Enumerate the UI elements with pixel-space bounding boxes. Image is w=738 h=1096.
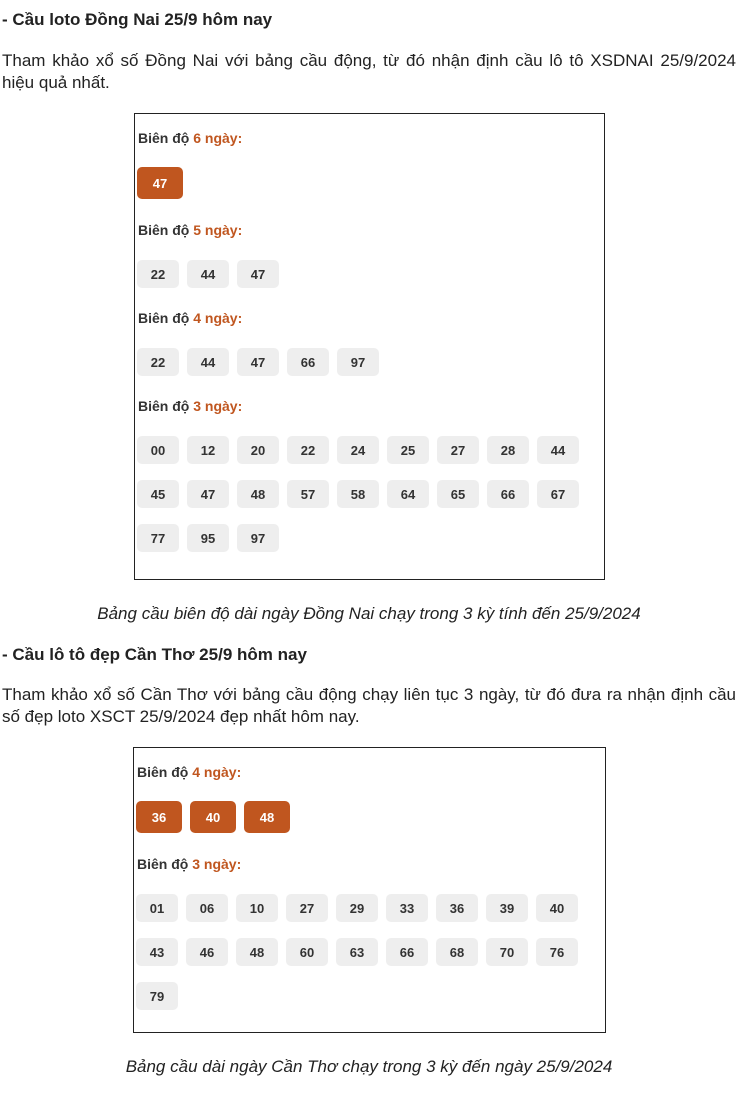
loto-number: 10 <box>236 894 278 922</box>
loto-number: 20 <box>237 436 279 464</box>
loto-number: 64 <box>387 480 429 508</box>
loto-number: 45 <box>137 480 179 508</box>
loto-number: 12 <box>187 436 229 464</box>
loto-number: 65 <box>437 480 479 508</box>
section-heading: - Cầu loto Đồng Nai 25/9 hôm nay <box>2 10 273 29</box>
loto-number: 29 <box>336 894 378 922</box>
loto-number: 22 <box>137 260 179 288</box>
loto-number: 60 <box>286 938 328 966</box>
loto-number: 57 <box>287 480 329 508</box>
loto-number: 25 <box>387 436 429 464</box>
loto-number: 33 <box>386 894 428 922</box>
section-intro: Tham khảo xổ số Cần Thơ với bảng cầu động chạy liên tục 3 ngày, từ đó đưa ra nhận định cầu số đẹp loto XSCT 25/9/2024 đẹp nhất hôm nay. <box>2 685 736 726</box>
group-title-days: 3 ngày: <box>192 856 242 872</box>
loto-table-can-tho <box>133 747 606 1033</box>
loto-number: 40 <box>536 894 578 922</box>
loto-number: 36 <box>436 894 478 922</box>
section-intro: Tham khảo xổ số Đồng Nai với bảng cầu động, từ đó nhận định cầu lô tô XSDNAI 25/9/2024 hiệu quả nhất. <box>2 51 736 92</box>
loto-number: 28 <box>487 436 529 464</box>
loto-number: 79 <box>136 982 178 1010</box>
loto-number: 77 <box>137 524 179 552</box>
loto-number: 43 <box>136 938 178 966</box>
loto-number: 48 <box>237 480 279 508</box>
group-title-prefix: Biên độ <box>137 764 193 780</box>
loto-number: 22 <box>287 436 329 464</box>
loto-number: 39 <box>486 894 528 922</box>
loto-number-highlight: 40 <box>190 801 236 833</box>
loto-number: 27 <box>286 894 328 922</box>
table-caption: Bảng cầu dài ngày Cần Thơ chạy trong 3 kỳ đến ngày 25/9/2024 <box>125 1057 613 1076</box>
group-title-prefix: Biên độ <box>138 130 194 146</box>
loto-number: 01 <box>136 894 178 922</box>
loto-number: 44 <box>187 260 229 288</box>
loto-table-dong-nai <box>134 113 605 580</box>
loto-number: 06 <box>186 894 228 922</box>
group-title-days: 5 ngày: <box>193 222 243 238</box>
group-title-days: 6 ngày: <box>193 130 243 146</box>
loto-number: 66 <box>287 348 329 376</box>
loto-number: 47 <box>237 348 279 376</box>
group-title-days: 3 ngày: <box>193 398 243 414</box>
loto-number: 66 <box>386 938 428 966</box>
group-title-days: 4 ngày: <box>192 764 242 780</box>
loto-number: 46 <box>186 938 228 966</box>
loto-number-highlight: 48 <box>244 801 290 833</box>
loto-number: 47 <box>187 480 229 508</box>
loto-number: 44 <box>187 348 229 376</box>
group-title <box>138 398 242 414</box>
loto-number: 48 <box>236 938 278 966</box>
group-title-prefix: Biên độ <box>138 310 194 326</box>
loto-number: 24 <box>337 436 379 464</box>
loto-number: 70 <box>486 938 528 966</box>
group-title <box>137 856 241 872</box>
loto-number: 44 <box>537 436 579 464</box>
loto-number: 63 <box>336 938 378 966</box>
loto-number: 27 <box>437 436 479 464</box>
loto-number-highlight: 47 <box>137 167 183 199</box>
loto-number: 67 <box>537 480 579 508</box>
group-title <box>138 222 242 238</box>
loto-number: 95 <box>187 524 229 552</box>
loto-number-highlight: 36 <box>136 801 182 833</box>
loto-number: 00 <box>137 436 179 464</box>
loto-number: 22 <box>137 348 179 376</box>
group-title-prefix: Biên độ <box>138 398 194 414</box>
group-title <box>137 764 241 780</box>
group-title-days: 4 ngày: <box>193 310 243 326</box>
group-title-prefix: Biên độ <box>137 856 193 872</box>
loto-number: 66 <box>487 480 529 508</box>
group-title-prefix: Biên độ <box>138 222 194 238</box>
group-title <box>138 130 242 146</box>
loto-number: 76 <box>536 938 578 966</box>
loto-number: 68 <box>436 938 478 966</box>
loto-number: 47 <box>237 260 279 288</box>
loto-number: 58 <box>337 480 379 508</box>
table-caption: Bảng cầu biên độ dài ngày Đồng Nai chạy trong 3 kỳ tính đến 25/9/2024 <box>97 604 641 623</box>
loto-number: 97 <box>337 348 379 376</box>
loto-number: 97 <box>237 524 279 552</box>
group-title <box>138 310 242 326</box>
section-heading: - Cầu lô tô đẹp Cần Thơ 25/9 hôm nay <box>2 645 307 664</box>
